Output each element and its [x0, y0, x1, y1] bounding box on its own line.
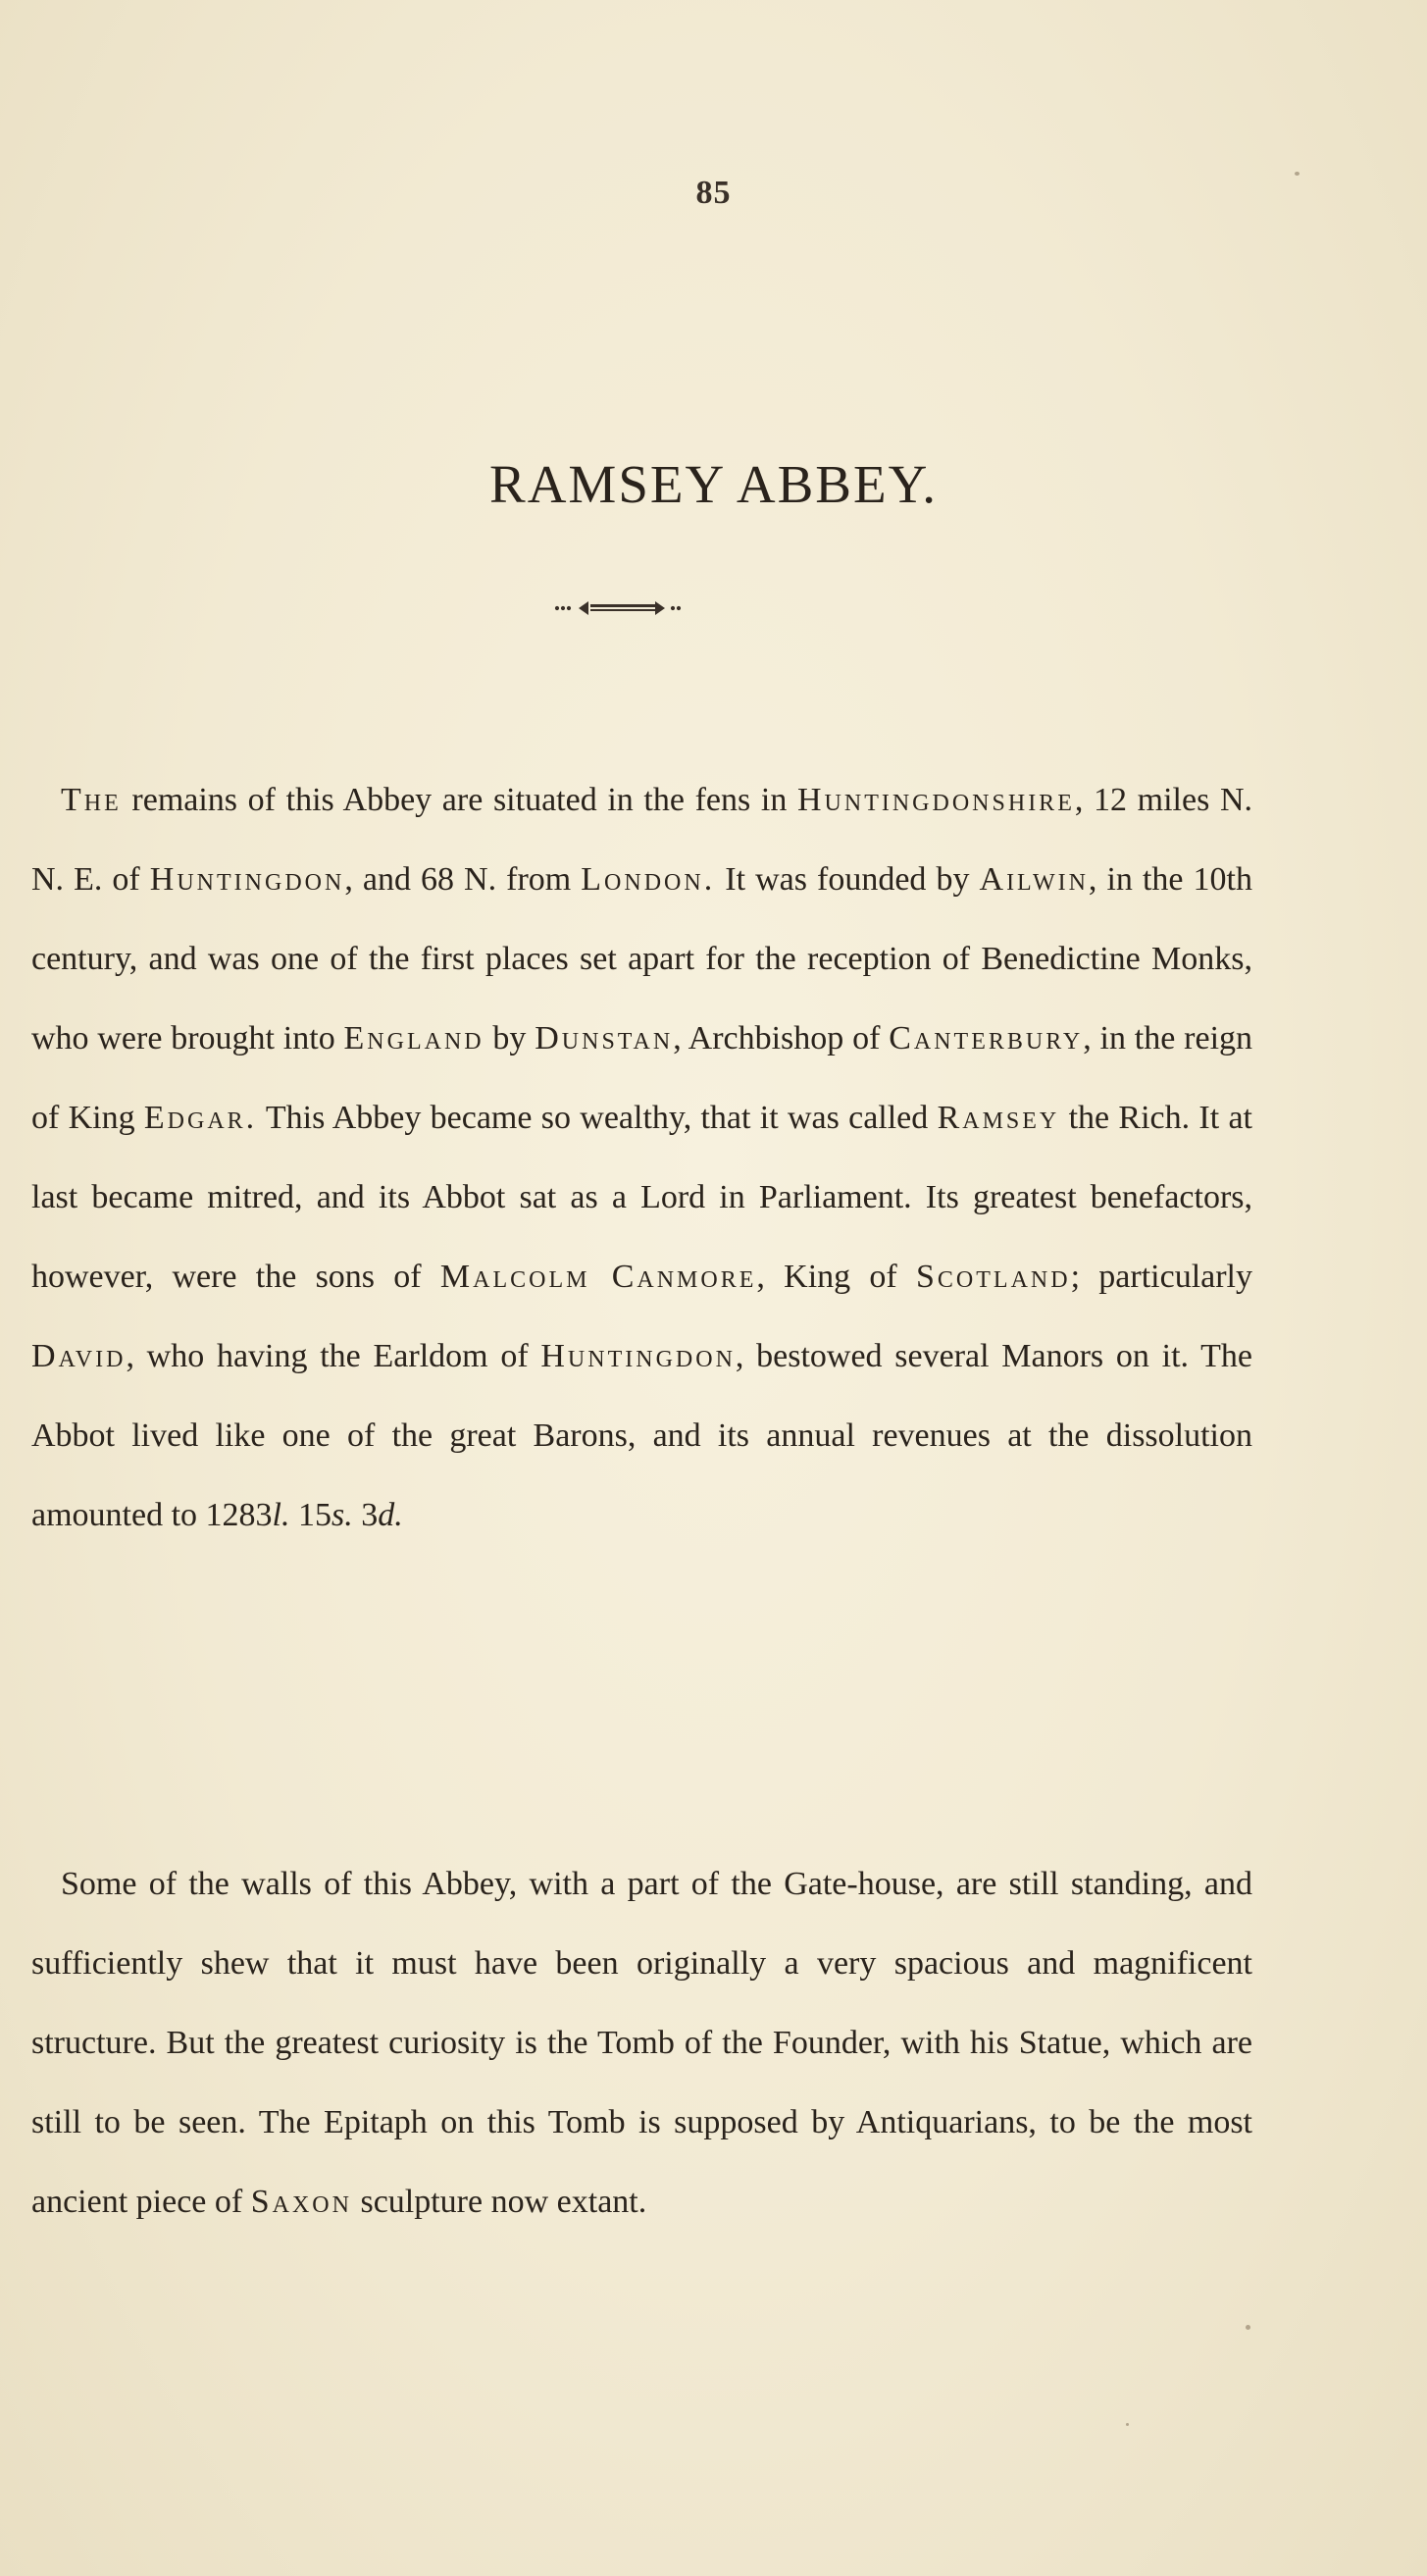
text-span: 15 — [289, 1497, 331, 1533]
text-span: , Archbishop of — [673, 1020, 890, 1056]
place-name: Ramsey — [937, 1100, 1060, 1136]
text-span: It was founded by — [715, 861, 980, 898]
paper-speck — [1126, 2423, 1129, 2426]
place-name: Saxon — [250, 2184, 352, 2220]
chapter-title: RAMSEY ABBEY. — [489, 453, 938, 514]
currency-unit: l. — [272, 1497, 290, 1533]
paragraph-2 — [31, 1844, 1252, 2241]
currency-unit: d. — [378, 1497, 403, 1533]
text-span: the Rich. It at last became mitred, and its Abbot sat as a Lord in Parliament. Its greatest benefactors, however, were the sons of — [31, 1100, 1252, 1295]
text-span: , and 68 N. from — [344, 861, 582, 898]
paragraph-1 — [31, 760, 1252, 1555]
place-name: Huntingdon — [540, 1338, 736, 1374]
place-name: Huntingdon — [149, 861, 345, 898]
person-name: Malcolm Canmore — [439, 1259, 757, 1295]
text-span: The — [61, 782, 122, 818]
place-name: England — [343, 1020, 484, 1056]
text-span: , who having the Earldom of — [126, 1338, 541, 1374]
paper-speck — [1295, 172, 1300, 176]
person-name: Edgar. — [143, 1100, 258, 1136]
person-name: Ailwin — [979, 861, 1089, 898]
text-span: 3 — [352, 1497, 379, 1533]
currency-unit: s. — [331, 1497, 353, 1533]
text-span: Some of the walls of this Abbey, with a part of the Gate-house, are still standing, and sufficiently shew that it must have been originally a very spacious and magnificent structure. But the greatest curiosity is the Tomb of the Founder, with his Statue, which are still to be seen. The Epitaph on this Tomb is supposed by Antiquarians, to be the most ancient piece of — [31, 1866, 1252, 2220]
text-span: , in the 10th century, and was one of the first places set apart for the reception of Benedictine Monks, who were brought into — [31, 861, 1252, 1056]
person-name: Dunstan — [535, 1020, 674, 1056]
text-span: by — [484, 1020, 535, 1056]
text-span: This Abbey became so wealthy, that it was called — [257, 1100, 938, 1136]
text-span: , King of — [756, 1259, 917, 1295]
paper-speck — [1246, 2325, 1250, 2330]
person-name: David — [31, 1338, 127, 1374]
text-span: , bestowed several Manors on it. The Abbot lived like one of the great Barons, and its annual revenues at the dissolution amounted to 1283 — [31, 1338, 1252, 1533]
place-name: Canterbury — [889, 1020, 1084, 1056]
text-span: remains of this Abbey are situated in the fens in — [121, 782, 797, 818]
place-name: Scotland — [916, 1259, 1071, 1295]
text-span: sculpture now extant. — [351, 2184, 647, 2220]
place-name: Huntingdonshire — [796, 782, 1075, 818]
text-span: ; particularly — [1070, 1259, 1253, 1295]
page-number: 85 — [695, 175, 732, 211]
text-span: , 12 miles N. N. E. of — [31, 782, 1252, 898]
text-span: , in the reign of King — [31, 1020, 1253, 1136]
ornament-divider — [549, 596, 726, 620]
place-name: London. — [581, 861, 716, 898]
